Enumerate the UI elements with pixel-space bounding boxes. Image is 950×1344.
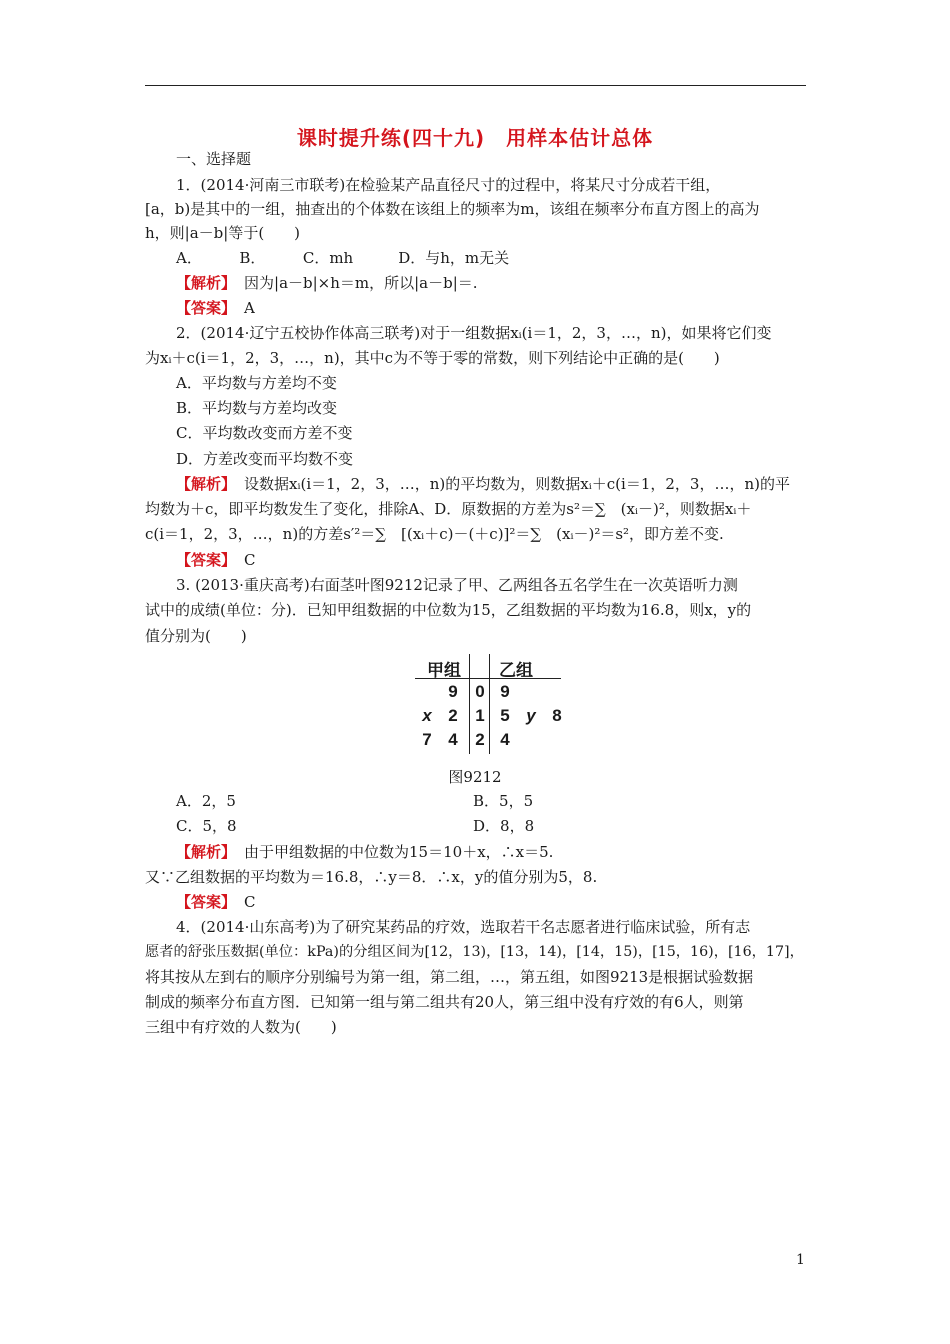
- q2-answer-text: C: [244, 551, 256, 569]
- q1-answer-text: A: [244, 299, 255, 317]
- q1-answer: [176, 298, 255, 318]
- q2-analysis: [176, 474, 790, 494]
- q3-line-3: 值分别为( ): [145, 627, 247, 645]
- plot-header-left: 甲组: [427, 661, 461, 680]
- plot-header-rule: [415, 678, 561, 679]
- q4-line-4: 制成的频率分布直方图．已知第一组与第二组共有20人，第三组中没有疗效的有6人，则第: [145, 993, 744, 1011]
- analysis-tag: 【解析】: [176, 475, 237, 493]
- stem: 1: [475, 706, 485, 725]
- q3-option-d: D．8，8: [473, 817, 535, 835]
- q3-line-2: 试中的成绩(单位：分)．已知甲组数据的中位数为15，乙组数据的平均数为16.8，则x，y的: [145, 601, 752, 619]
- q3-line-1: 3. (2013·重庆高考)右面茎叶图9212记录了甲、乙两组各五名学生在一次英语听力测: [176, 576, 738, 594]
- q4-line-2: 愿者的舒张压数据(单位：kPa)的分组区间为[12，13)，[13，14)，[14，15)，[15，16)，[16，17]，: [145, 944, 804, 960]
- leaf-left: 4: [448, 730, 458, 749]
- section-heading: 一、选择题: [176, 150, 252, 168]
- q2-option-b: B．平均数与方差均改变: [176, 399, 338, 417]
- q2-option-d: D．方差改变而平均数不变: [176, 450, 354, 468]
- q3-analysis: [176, 842, 553, 862]
- q3-option-b: B．5，5: [473, 792, 534, 810]
- q2-answer: [176, 550, 256, 570]
- analysis-tag: 【解析】: [176, 274, 237, 292]
- stem: 2: [475, 730, 485, 749]
- leaf-left: 7: [422, 730, 432, 749]
- q4-line-1: 4．(2014·山东高考)为了研究某药品的疗效，选取若干名志愿者进行临床试验，所有志: [176, 918, 751, 936]
- answer-tag: 【答案】: [176, 551, 237, 569]
- q1-analysis-text: 因为|a－b|×h＝m，所以|a－b|＝.: [244, 274, 478, 292]
- q1-line-3: h，则|a－b|等于( ): [145, 224, 301, 242]
- q3-answer-text: C: [244, 893, 256, 911]
- q1-analysis: [176, 273, 478, 293]
- q3-analysis-text-1: 由于甲组数据的中位数为15＝10＋x，∴x＝5.: [244, 843, 554, 861]
- stem: 0: [475, 682, 485, 701]
- q4-line-5: 三组中有疗效的人数为( ): [145, 1018, 337, 1036]
- header-rule: [145, 85, 806, 86]
- stem-leaf-plot: [415, 652, 565, 756]
- analysis-tag: 【解析】: [176, 843, 237, 861]
- leaf-right: 5: [500, 706, 510, 725]
- q2-analysis-text-2: 均数为＋c，即平均数发生了变化，排除A、D．原数据的方差为s²＝∑ (xᵢ－)²，则数据xᵢ＋: [145, 500, 752, 518]
- leaf-right-variable: y: [526, 706, 536, 725]
- q2-analysis-text-3: c(i＝1，2，3，…，n)的方差s′²＝∑ [(xᵢ＋c)－(＋c)]²＝∑ (xᵢ－)²＝s²，即方差不变.: [145, 525, 724, 543]
- leaf-left-variable: x: [422, 706, 432, 725]
- leaf-left: 9: [448, 682, 458, 701]
- q2-analysis-text-1: 设数据xᵢ(i＝1，2，3，…，n)的平均数为，则数据xᵢ＋c(i＝1，2，3，…，n)的平: [244, 475, 790, 493]
- q2-line-1: 2．(2014·辽宁五校协作体高三联考)对于一组数据xᵢ(i＝1，2，3，…，n)，如果将它们变: [176, 324, 772, 342]
- figure-caption: 图9212: [448, 768, 502, 786]
- q3-analysis-text-2: 又∵乙组数据的平均数为＝16.8，∴y＝8．∴x，y的值分别为5，8.: [145, 868, 598, 886]
- leaf-left: 2: [448, 706, 458, 725]
- q2-option-c: C．平均数改变而方差不变: [176, 424, 353, 442]
- q3-option-c: C．5，8: [176, 817, 237, 835]
- answer-tag: 【答案】: [176, 893, 237, 911]
- q3-option-a: A．2，5: [176, 792, 236, 810]
- leaf-right: 8: [552, 706, 562, 725]
- q2-option-a: A．平均数与方差均不变: [176, 374, 337, 392]
- page-title: 课时提升练(四十九) 用样本估计总体: [296, 126, 654, 150]
- plot-header-right: 乙组: [499, 661, 533, 680]
- page-number: 1: [796, 1252, 805, 1268]
- q3-answer: [176, 892, 256, 912]
- q1-options: A． B． C．mh D．与h，m无关: [176, 249, 510, 267]
- leaf-right: 4: [500, 730, 510, 749]
- q1-line-1: 1．(2014·河南三市联考)在检验某产品直径尺寸的过程中，将某尺寸分成若干组，: [176, 176, 721, 194]
- answer-tag: 【答案】: [176, 299, 237, 317]
- q2-line-2: 为xᵢ＋c(i＝1，2，3，…，n)，其中c为不等于零的常数，则下列结论中正确的是( ): [145, 349, 720, 367]
- q4-line-3: 将其按从左到右的顺序分别编号为第一组，第二组，…，第五组，如图9213是根据试验数据: [145, 968, 754, 986]
- leaf-right: 9: [500, 682, 510, 701]
- q1-line-2: [a，b)是其中的一组，抽查出的个体数在该组上的频率为m，该组在频率分布直方图上的高为: [145, 200, 760, 218]
